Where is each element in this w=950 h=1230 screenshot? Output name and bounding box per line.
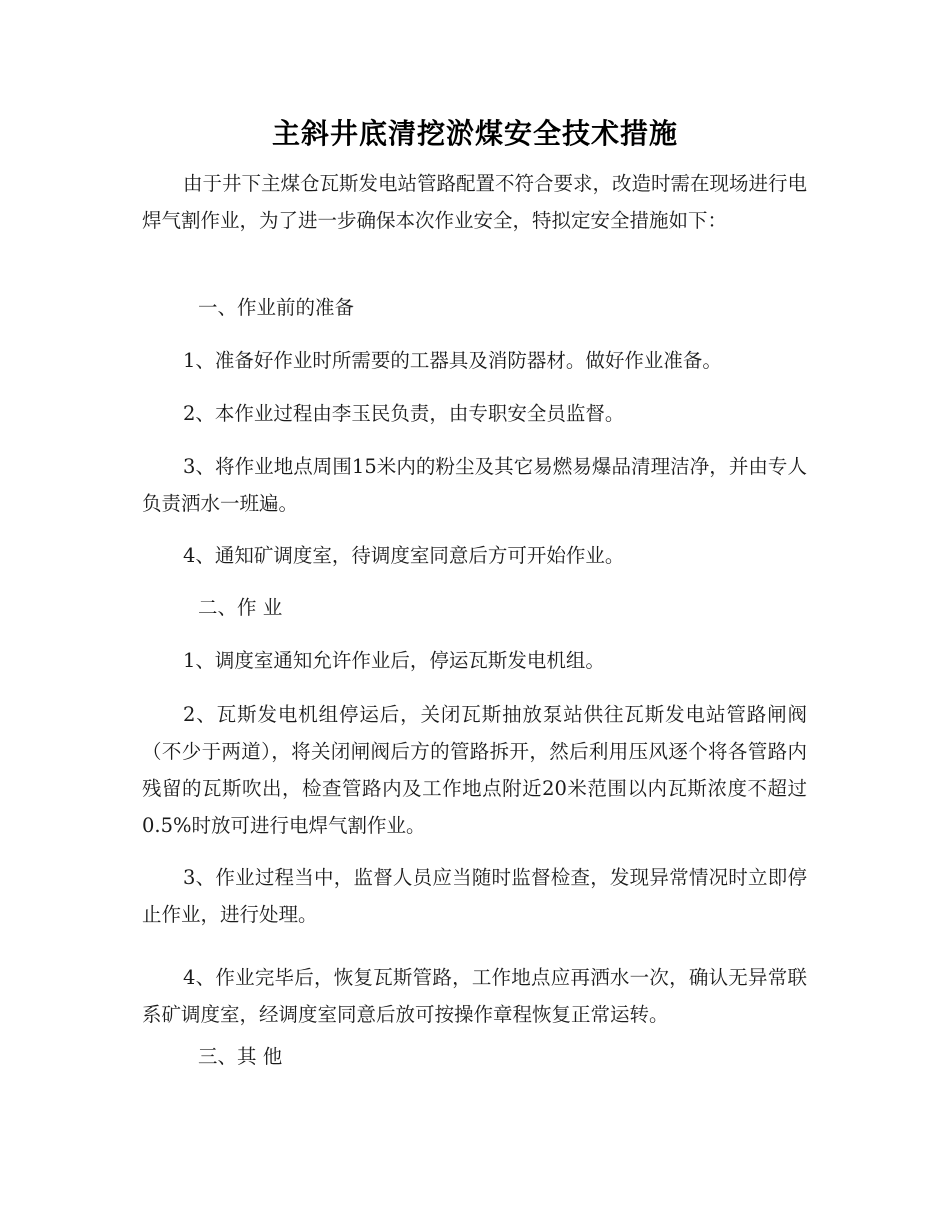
section-2-item-2: 2、瓦斯发电机组停运后，关闭瓦斯抽放泵站供往瓦斯发电站管路闸阀（不少于两道），将关闭闸阀后方的管路拆开，然后利用压风逐个将各管路内残留的瓦斯吹出，检查管路内及工作地点附近20米范围以内瓦斯浓度不超过0.5%时放可进行电焊气割作业。 (142, 703, 807, 837)
section-1-item-4: 4、通知矿调度室，待调度室同意后方可开始作业。 (183, 544, 625, 567)
section-1-item-3: 3、将作业地点周围15米内的粉尘及其它易燃易爆品清理洁净，并由专人负责洒水一班遍。 (142, 455, 807, 515)
document-title: 主斜井底清挖淤煤安全技术措施 (271, 117, 678, 150)
section-heading-3: 三、其 他 (198, 1045, 283, 1068)
section-1-item-1: 1、准备好作业时所需要的工器具及消防器材。做好作业准备。 (183, 349, 722, 372)
section-heading-1: 一、作业前的准备 (198, 296, 355, 319)
section-heading-2: 二、作 业 (198, 596, 283, 619)
section-1-item-2: 2、本作业过程由李玉民负责，由专职安全员监督。 (183, 402, 625, 425)
section-2-item-3: 3、作业过程当中，监督人员应当随时监督检查，发现异常情况时立即停止作业，进行处理。 (142, 866, 807, 926)
section-2-item-1: 1、调度室通知允许作业后，停运瓦斯发电机组。 (183, 649, 605, 672)
section-2-item-4: 4、作业完毕后，恢复瓦斯管路，工作地点应再洒水一次，确认无异常联系矿调度室，经调度室同意后放可按操作章程恢复正常运转。 (142, 966, 807, 1026)
intro-paragraph: 由于井下主煤仓瓦斯发电站管路配置不符合要求，改造时需在现场进行电焊气割作业，为了进一步确保本次作业安全，特拟定安全措施如下： (142, 172, 808, 232)
